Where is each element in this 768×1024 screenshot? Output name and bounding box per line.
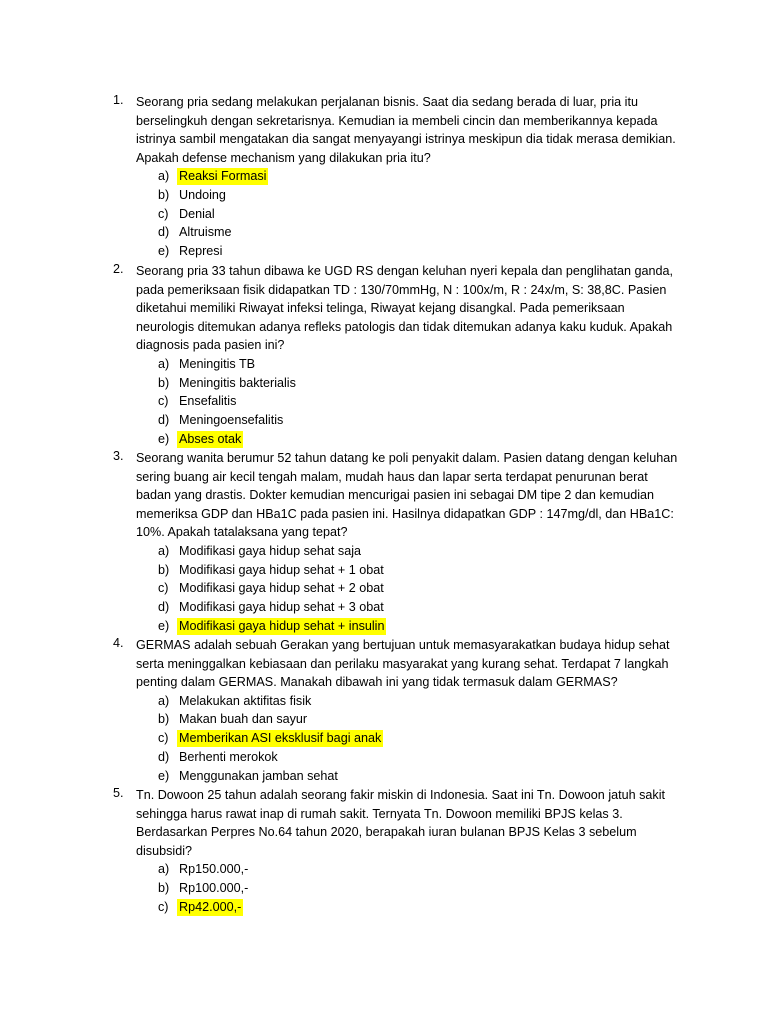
question-text	[136, 449, 683, 542]
question-text-line: sering buang air kecil tengah malam, mudah haus dan lapar serta terdapat penurunan berat	[136, 469, 648, 484]
answer-options	[158, 692, 683, 785]
option-letter: d)	[158, 749, 170, 764]
option-letter: b)	[158, 881, 170, 896]
answer-option	[158, 579, 683, 598]
question-number: 1.	[113, 93, 124, 107]
option-text: Modifikasi gaya hidup sehat + 3 obat	[179, 600, 384, 615]
option-letter: d)	[158, 225, 170, 240]
question-text-line: penting dalam GERMAS. Manakah dibawah ini yang tidak termasuk dalam GERMAS?	[136, 675, 618, 690]
question-text	[136, 262, 683, 355]
option-letter: a)	[158, 169, 170, 184]
question-text	[136, 93, 683, 167]
question-text-line: istrinya sambil mengatakan dia sangat menyayangi istrinya meskipun dia tidak merasa demikian.	[136, 132, 676, 147]
question-text-line: Seorang wanita berumur 52 tahun datang ke poli penyakit dalam. Pasien datang dengan keluhan	[136, 451, 678, 465]
answer-option	[158, 392, 683, 411]
option-letter: c)	[158, 581, 169, 596]
option-text: Rp100.000,-	[179, 881, 249, 896]
option-letter: e)	[158, 431, 170, 446]
option-text: Melakukan aktifitas fisik	[179, 693, 312, 708]
answer-option	[158, 430, 683, 449]
question-text	[136, 786, 683, 860]
option-text: Makan buah dan sayur	[179, 712, 308, 727]
option-letter: c)	[158, 899, 169, 914]
option-letter: c)	[158, 394, 169, 409]
question-text-line: GERMAS adalah sebuah Gerakan yang bertujuan untuk memasyarakatkan budaya hidup sehat	[136, 638, 670, 652]
option-text: Modifikasi gaya hidup sehat + 2 obat	[179, 581, 384, 596]
highlighted-answer: Rp42.000,-	[179, 899, 242, 914]
option-text: Undoing	[179, 188, 226, 203]
answer-option	[158, 748, 683, 767]
option-letter: b)	[158, 712, 170, 727]
question-text-line: neurologis ditemukan adanya refleks patologis dan tidak ditemukan adanya kaku kuduk. Apakah	[136, 319, 673, 334]
option-text: Rp150.000,-	[179, 862, 249, 877]
option-text: Altruisme	[179, 225, 232, 240]
option-letter: a)	[158, 693, 170, 708]
option-letter: e)	[158, 244, 170, 259]
question-text-line: memeriksa GDP dan HBa1C pada pasien ini. Hasilnya didapatkan GDP : 147mg/dl, dan HBa1C:	[136, 506, 674, 521]
question-text-line: disubsidi?	[136, 843, 193, 858]
question-text-line: Apakah defense mechanism yang dilakukan pria itu?	[136, 150, 431, 165]
question-text-line: pada pemeriksaan fisik didapatkan TD : 130/70mmHg, N : 100x/m, R : 24x/m, S: 38,8C. Pasien	[136, 282, 667, 297]
option-text: Meningitis bakterialis	[179, 375, 296, 390]
option-letter: d)	[158, 413, 170, 428]
question-text-line: Tn. Dowoon 25 tahun adalah seorang fakir miskin di Indonesia. Saat ini Tn. Dowoon jatuh sakit	[136, 788, 666, 802]
answer-option	[158, 242, 683, 261]
highlighted-answer: Reaksi Formasi	[179, 169, 267, 184]
answer-option	[158, 692, 683, 711]
option-text: Represi	[179, 244, 223, 259]
answer-options	[158, 860, 683, 916]
answer-option	[158, 617, 683, 636]
option-text: Meningoensefalitis	[179, 413, 284, 428]
option-text: Menggunakan jamban sehat	[179, 768, 338, 783]
answer-options	[158, 542, 683, 635]
option-letter: a)	[158, 862, 170, 877]
question-number: 2.	[113, 262, 124, 276]
question-number: 4.	[113, 636, 124, 650]
question-item	[113, 786, 683, 916]
option-text: Berhenti merokok	[179, 749, 278, 764]
option-text: Ensefalitis	[179, 394, 237, 409]
question-text-line: diketahui memiliki Riwayat infeksi telinga, Riwayat kejang disangkal. Pada pemeriksaan	[136, 301, 625, 316]
answer-option	[158, 186, 683, 205]
option-letter: b)	[158, 562, 170, 577]
question-number: 5.	[113, 786, 124, 800]
answer-options	[158, 355, 683, 448]
answer-option	[158, 710, 683, 729]
question-item	[113, 93, 683, 261]
answer-option	[158, 355, 683, 374]
answer-option	[158, 167, 683, 186]
question-item	[113, 636, 683, 785]
option-text: Denial	[179, 206, 215, 221]
answer-option	[158, 374, 683, 393]
question-text-line: sehingga harus rawat inap di rumah sakit. Ternyata Tn. Dowoon memiliki BPJS kelas 3.	[136, 806, 623, 821]
answer-option	[158, 223, 683, 242]
option-letter: b)	[158, 188, 170, 203]
option-letter: b)	[158, 375, 170, 390]
highlighted-answer: Abses otak	[179, 431, 242, 446]
answer-option	[158, 879, 683, 898]
option-letter: d)	[158, 600, 170, 615]
answer-option	[158, 411, 683, 430]
highlighted-answer: Memberikan ASI eksklusif bagi anak	[179, 731, 382, 746]
option-letter: a)	[158, 543, 170, 558]
question-text-line: Berdasarkan Perpres No.64 tahun 2020, berapakah iuran bulanan BPJS Kelas 3 sebelum	[136, 825, 637, 840]
option-letter: e)	[158, 768, 170, 783]
option-letter: c)	[158, 731, 169, 746]
question-text-line: 10%. Apakah tatalaksana yang tepat?	[136, 525, 348, 540]
answer-options	[158, 167, 683, 260]
answer-option	[158, 729, 683, 748]
question-text-line: Seorang pria sedang melakukan perjalanan bisnis. Saat dia sedang berada di luar, pria itu	[136, 95, 638, 109]
option-text: Modifikasi gaya hidup sehat + 1 obat	[179, 562, 384, 577]
option-letter: e)	[158, 618, 170, 633]
question-text-line: diagnosis pada pasien ini?	[136, 338, 285, 353]
answer-option	[158, 767, 683, 786]
answer-option	[158, 561, 683, 580]
answer-option	[158, 860, 683, 879]
option-letter: c)	[158, 206, 169, 221]
question-text-line: berselingkuh dengan sekretarisnya. Kemudian ia membeli cincin dan memberikannya kepada	[136, 113, 658, 128]
answer-option	[158, 542, 683, 561]
question-text	[136, 636, 683, 692]
question-item	[113, 449, 683, 635]
answer-option	[158, 898, 683, 917]
question-item	[113, 262, 683, 448]
question-text-line: Seorang pria 33 tahun dibawa ke UGD RS dengan keluhan nyeri kepala dan penglihatan ganda,	[136, 264, 674, 278]
option-letter: a)	[158, 356, 170, 371]
question-text-line: serta meninggalkan kebiasaan dan perilaku masyarakat yang kurang sehat. Terdapat 7 langkah	[136, 656, 669, 671]
question-text-line: badan yang drastis. Dokter kemudian mencurigai pasien ini sebagai DM tipe 2 dan kemudian	[136, 488, 655, 503]
answer-option	[158, 205, 683, 224]
highlighted-answer: Modifikasi gaya hidup sehat + insulin	[179, 618, 385, 633]
option-text: Meningitis TB	[179, 356, 256, 371]
question-number: 3.	[113, 449, 124, 463]
option-text: Modifikasi gaya hidup sehat saja	[179, 543, 362, 558]
answer-option	[158, 598, 683, 617]
